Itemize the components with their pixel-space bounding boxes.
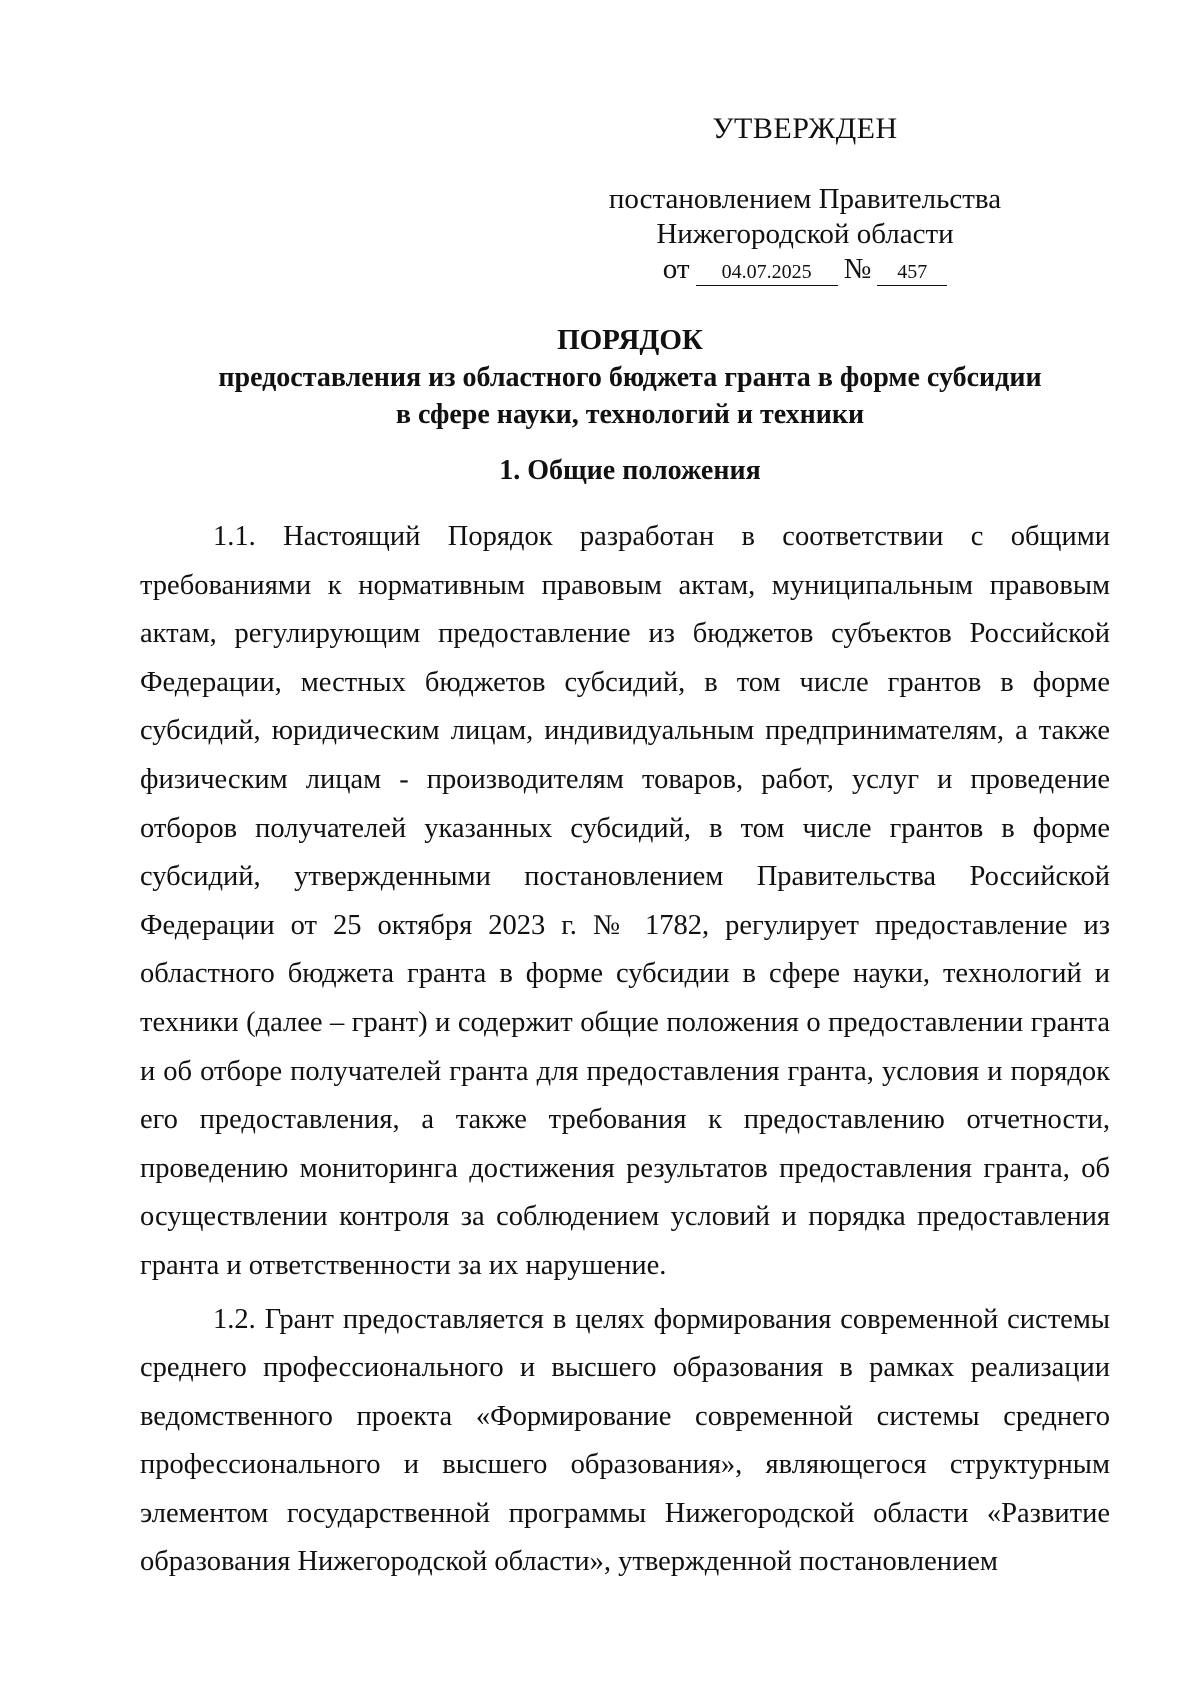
paragraph-1-2: 1.2. Грант предоставляется в целях формирования современной системы среднего профессионального и высшего образования в рамках реализации ведомственного проекта «Формирование современной системы среднего профессионального и высшего образования», являющегося структурным элементом государственной программы Нижегородской области «Развитие образования Нижегородской области», утвержденной постановлением (140, 1303, 1110, 1578)
document-body (140, 513, 1110, 1592)
approval-block (600, 112, 1010, 287)
document-title-block (140, 322, 1120, 433)
approval-line-2: Нижегородской области (656, 218, 954, 250)
paragraph-1-1: 1.1. Настоящий Порядок разработан в соответствии с общими требованиями к нормативным правовым актам, муниципальным правовым актам, регулирующим предоставление из бюджетов субъектов Российской Федерации, местных бюджетов субсидий, в том числе грантов в форме субсидий, юридическим лицам, индивидуальным предпринимателям, а также физическим лицам - производителям товаров, работ, услуг и проведение отборов получателей указанных субсидий, в том числе грантов в форме субсидий, утвержденными постановлением Правительства Российской Федерации от 25 октября 2023 г. № 1782, регулирует предоставление из областного бюджета гранта в форме субсидии в сфере науки, технологий и техники (далее – грант) и содержит общие положения о предоставлении гранта и об отборе получателей гранта для предоставления гранта, условия и порядок его предоставления, а также требования к предоставлению отчетности, проведению мониторинга достижения результатов предоставления гранта, об осуществлении контроля за соблюдением условий и порядка предоставления гранта и ответственности за их нарушение. (140, 521, 1110, 1281)
section-heading: 1. Общие положения (499, 455, 761, 486)
document-subtitle-line-2: в сфере науки, технологий и техники (395, 399, 865, 430)
document-title: ПОРЯДОК (557, 324, 703, 356)
date-prefix: от (662, 253, 690, 285)
document-subtitle-line-1: предоставления из областного бюджета гранта в форме субсидии (218, 362, 1042, 393)
approval-date-row (600, 252, 1010, 287)
approval-number-field: 457 (877, 259, 947, 286)
approval-line-1: постановлением Правительства (608, 183, 1002, 215)
number-sign: № (843, 253, 872, 285)
approval-date-field: 04.07.2025 (696, 259, 838, 286)
approval-title: УТВЕРЖДЕН (712, 112, 898, 145)
